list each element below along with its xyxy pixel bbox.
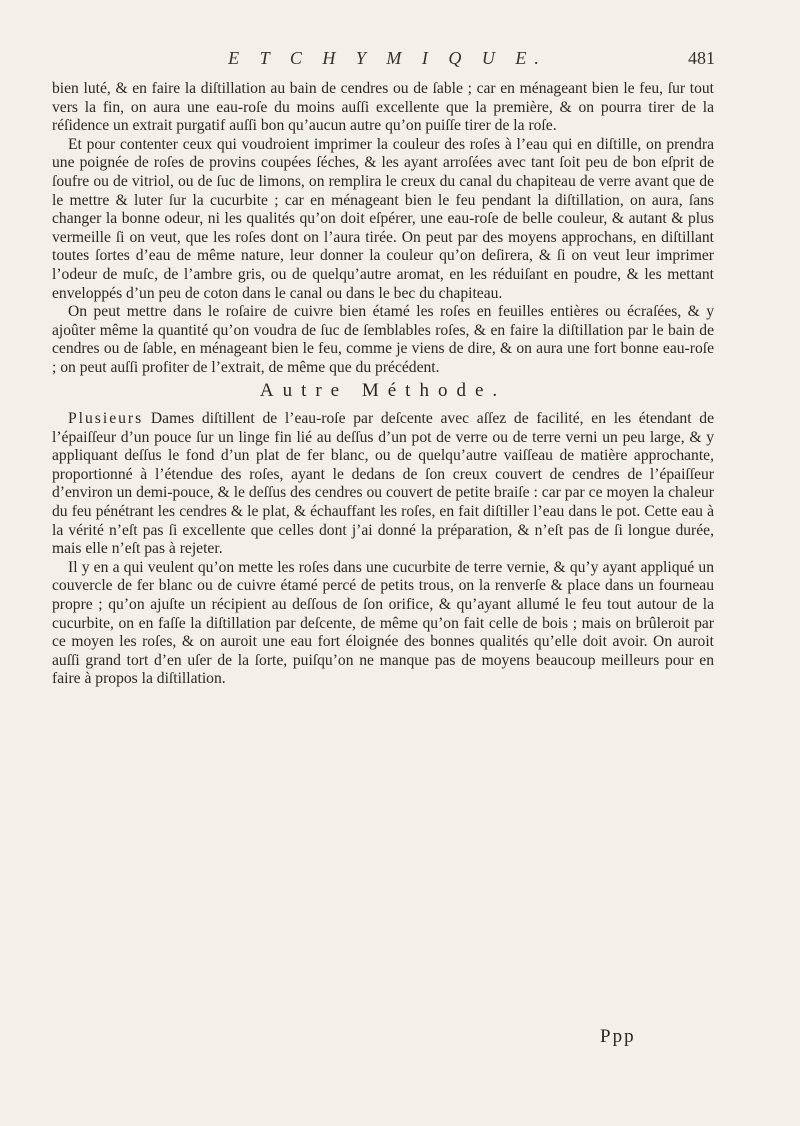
page-header xyxy=(60,48,715,78)
paragraph-1: bien luté, & en faire la diſtillation au bain de cendres ou de ſable ; car en ménageant bien le feu, ſur tout vers la fin, on aura une eau-roſe du moins auſſi excellente que la première, & on pourra tirer de la réſidence un extrait purgatif auſſi bon qu’aucun autre qu’on puiſſe tirer de la roſe. xyxy=(52,80,714,135)
paragraph-4-text: Dames diſtillent de l’eau-roſe par deſcente avec aſſez de facilité, en les étendant de l’épaiſſeur d’un pouce ſur un linge fin lié au deſſus d’un pot de verre ou de terre verni un peu large, & y appliquant deſſus le fond d’un plat de fer blanc, ou de quelqu’autre vaiſſeau de matière approchante, proportionné à l’étendue des roſes, ayant le dedans de ſon creux couvert de cendres de l’épaiſſeur d’environ un demi-pouce, & le deſſus des cendres ou couvert de petite braiſe : car par ce moyen la chaleur du feu pénétrant les cendres & le plat, & échauffant les roſes, en fait diſtiller l’eau dans le pot. Cette eau à la vérité n’eſt pas ſi excellente que celles dont j’ai donné la préparation, & n’eſt pas de ſi longue durée, mais elle n’eſt pas à rejeter. xyxy=(52,410,714,558)
running-title: E T C H Y M I Q U E. xyxy=(228,48,547,68)
section-heading: Autre Méthode. xyxy=(259,379,507,401)
signature-mark: Ppp xyxy=(600,1026,636,1047)
paragraph-4-lead-word: Plusieurs xyxy=(68,410,144,428)
paragraph-5: Il y en a qui veulent qu’on mette les roſes dans une cucurbite de terre vernie, & qu’y ayant appliqué un couvercle de fer blanc ou de cuivre étamé percé de petits trous, on la renverſe & place dans un fourneau propre ; qu’on ajuſte un récipient au deſſous de ſon orifice, & qu’ayant allumé le feu tout autour de la cucurbite, on en faſſe la diſtillation par deſcente, de même qu’on fait celle de bois ; mais on brûleroit par ce moyen les roſes, & on auroit une eau fort éloignée des bonnes qualités qu’elle doit avoir. On auroit auſſi grand tort d’en uſer de la ſorte, puiſqu’on ne manque pas de moyens beaucoup meilleurs pour en faire à propos la diſtillation. xyxy=(52,558,714,688)
paragraph-3: On peut mettre dans le roſaire de cuivre bien étamé les roſes en feuilles entières ou écraſées, & y ajoûter même la quantité qu’on voudra de ſuc de ſemblables roſes, & en faire la diſtillation par le bain de cendres ou de ſable, en ménageant bien le feu, comme je viens de dire, & on aura une fort bonne eau-roſe ; on peut auſſi profiter de l’extrait, de même que du précédent. xyxy=(52,303,714,376)
page-number: 481 xyxy=(688,48,715,68)
paragraph-2: Et pour contenter ceux qui voudroient imprimer la couleur des roſes à l’eau qui en diſtille, on prendra une poignée de roſes de provins coupées ſéches, & les ayant arroſées avec tant ſoit peu de bon eſprit de ſoufre ou de vitriol, ou de ſuc de limons, on remplira le creux du canal du chapiteau de verre avant que de le mettre & luter ſur la cucurbite ; car en ménageant bien le feu pendant la diſtillation, on aura, ſans changer la bonne odeur, ni les qualités qu’on doit eſpérer, une eau-roſe de belle couleur, & autant & plus vermeille ſi on veut, que les roſes dont on l’aura tirée. On peut par des moyens approchans, en diſtillant toutes ſortes d’eau de même nature, leur donner la couleur qu’on deſirera, & ſi on veut leur imprimer l’odeur de muſc, de l’ambre gris, ou de quelqu’autre aromat, en les réduiſant en poudre, & les mettant enveloppés d’un peu de coton dans le canal ou dans le bec du chapiteau. xyxy=(52,135,714,302)
paragraph-4 xyxy=(52,410,714,559)
body-text xyxy=(52,80,714,689)
